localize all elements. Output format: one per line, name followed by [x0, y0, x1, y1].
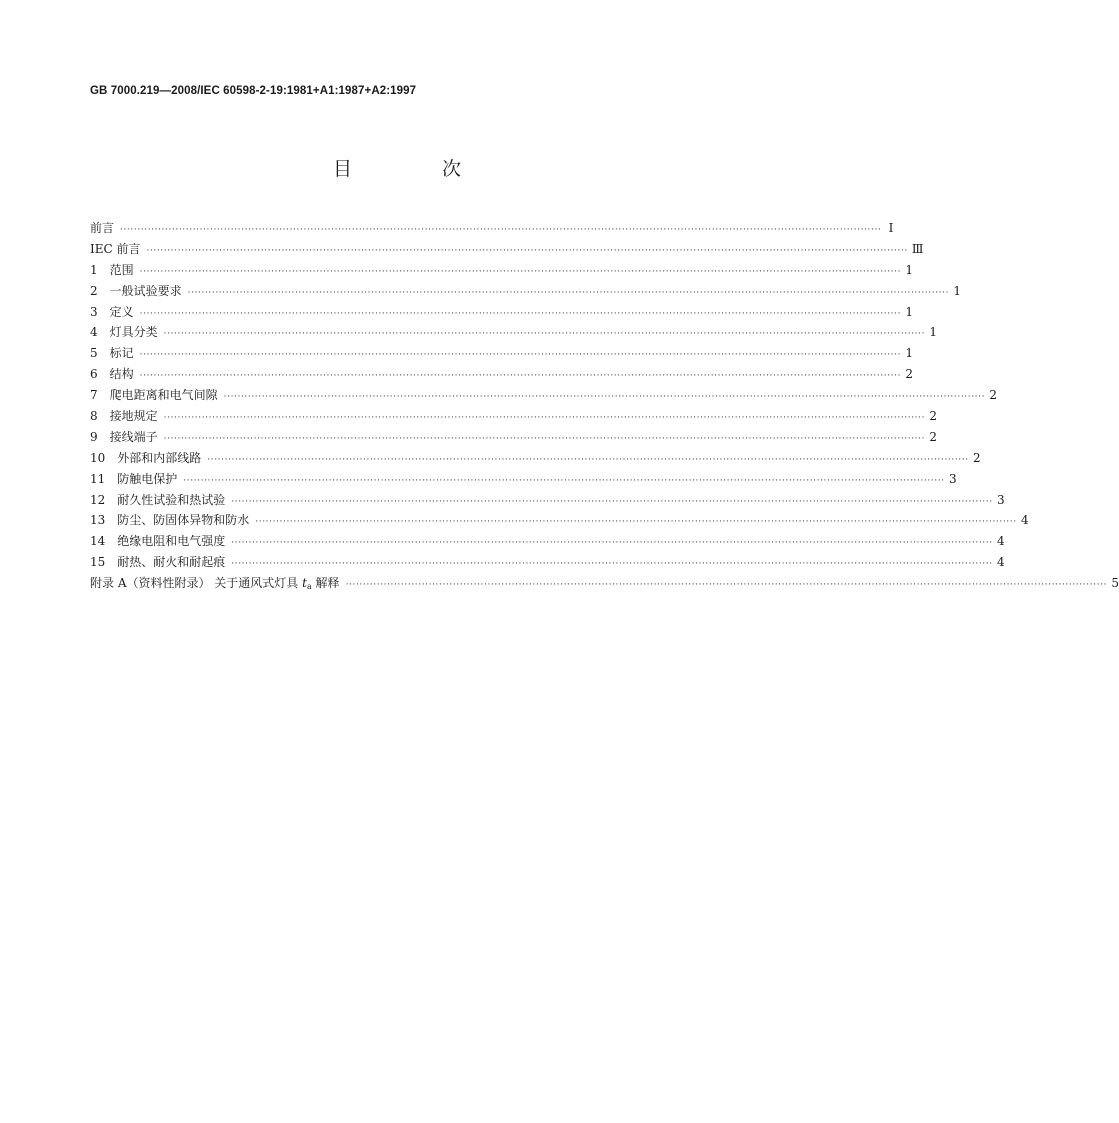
toc-entry-page: 1 [905, 304, 914, 319]
toc-entry-page: 5 [1111, 576, 1119, 591]
toc-entry-text: 爬电距离和电气间隙 [109, 388, 218, 403]
toc-entry-number: 12 [90, 492, 106, 507]
toc-entry-label [90, 385, 218, 406]
toc-leader-dots: ···························································································································································································································· [345, 580, 1107, 591]
toc-entry-label [90, 343, 134, 364]
toc-entry-text: 灯具分类 [109, 325, 158, 340]
toc-entry-text: IEC 前言 [90, 241, 141, 256]
toc-entry[interactable] [90, 448, 981, 469]
toc-entry-number: 9 [90, 429, 98, 444]
toc-entry-text: 防尘、防固体异物和防水 [117, 513, 250, 528]
toc-entry[interactable] [90, 302, 914, 323]
toc-entry-label [90, 510, 249, 531]
toc-entry-text: 结构 [109, 367, 134, 382]
toc-entry-subscript: a [306, 582, 312, 592]
toc-entry-page: Ⅰ [888, 221, 894, 235]
page-title: 目 次 [332, 158, 504, 180]
toc-entry[interactable] [90, 469, 957, 490]
toc-leader-dots: ···························································································································································································································· [231, 496, 993, 507]
toc-entry-text: 定义 [109, 304, 134, 319]
toc-entry-text: 外部和内部线路 [117, 450, 202, 465]
toc-entry[interactable] [90, 490, 1005, 511]
toc-leader-dots: ···························································································································································································································· [163, 329, 926, 340]
toc-entry-label [90, 260, 134, 281]
toc-entry-number: 7 [90, 388, 98, 403]
toc-leader-dots: ···························································································································································································································· [139, 371, 902, 382]
toc-entry-number: 4 [90, 325, 98, 340]
toc-leader-dots: ···························································································································································································································· [139, 308, 902, 319]
toc-entry-page: 3 [949, 471, 957, 486]
toc-entry-page: 4 [997, 555, 1005, 570]
toc-leader-dots: ···························································································································································································································· [139, 350, 902, 361]
toc-entry-text: 一般试验要求 [109, 283, 182, 298]
toc-entry-label [90, 573, 340, 598]
toc-entry-label [90, 490, 225, 511]
toc-entry-label [90, 427, 158, 448]
toc-entry-text: 范围 [109, 262, 134, 277]
toc-entry-number: 8 [90, 409, 98, 424]
toc-leader-dots: ···························································································································································································································· [187, 287, 950, 298]
toc-entry-number: 11 [90, 471, 106, 486]
toc-entry-label [90, 322, 158, 343]
toc-entry-variable: t [302, 576, 307, 591]
toc-entry[interactable] [90, 510, 1029, 531]
toc-entry-text: 前言 [90, 221, 115, 235]
toc-entry-number: 1 [90, 262, 98, 277]
toc-entry-label [90, 531, 225, 552]
toc-entry[interactable] [90, 364, 914, 385]
toc-entry[interactable] [90, 281, 962, 302]
toc-entry-label [90, 281, 182, 302]
toc-entry-page: 2 [929, 429, 938, 444]
toc-entry[interactable] [90, 322, 938, 343]
toc-entry-label [90, 448, 201, 469]
toc-entry-label [90, 302, 134, 323]
toc-entry-number: 10 [90, 450, 106, 465]
toc-entry-page: 3 [997, 492, 1005, 507]
toc-entry-page: 4 [1021, 513, 1029, 528]
toc-entry[interactable] [90, 260, 914, 281]
toc-entry-number: 14 [90, 534, 106, 549]
toc-leader-dots: ···························································································································································································································· [163, 433, 926, 444]
toc-entry-text: 耐热、耐火和耐起痕 [117, 555, 226, 570]
toc-leader-dots: ···························································································································································································································· [255, 517, 1017, 528]
toc-entry-page: 4 [997, 534, 1005, 549]
toc-entry-text: 接线端子 [109, 429, 158, 444]
toc-entry[interactable] [90, 427, 938, 448]
toc-entry-text: 绝缘电阻和电气强度 [117, 534, 226, 549]
toc-entry-number: 3 [90, 304, 98, 319]
toc-entry-label [90, 218, 114, 239]
toc-entry[interactable] [90, 385, 998, 406]
toc-entry[interactable] [90, 218, 894, 239]
toc-entry-number: 2 [90, 283, 98, 298]
toc-leader-dots: ···························································································································································································································· [231, 559, 993, 570]
toc-leader-dots: ···························································································································································································································· [223, 392, 986, 403]
toc-entry-number: 15 [90, 555, 106, 570]
toc-entry-label [90, 406, 158, 427]
toc-leader-dots: ···························································································································································································································· [120, 225, 882, 235]
toc-leader-dots: ···························································································································································································································· [207, 454, 969, 465]
toc-leader-dots: ···························································································································································································································· [146, 245, 908, 256]
toc-entry-label [90, 364, 134, 385]
toc-entry[interactable] [90, 343, 914, 364]
table-of-contents [90, 218, 1119, 594]
toc-entry-text: 接地规定 [109, 409, 158, 424]
toc-entry-page: 1 [929, 325, 938, 340]
toc-entry[interactable] [90, 531, 1005, 552]
toc-leader-dots: ···························································································································································································································· [231, 538, 993, 549]
toc-entry-page: 1 [905, 346, 914, 361]
toc-entry-number: 5 [90, 346, 98, 361]
toc-entry-page: 2 [989, 388, 998, 403]
toc-entry[interactable] [90, 552, 1005, 573]
toc-entry-label [90, 239, 141, 260]
toc-entry-text-tail: 解释 [311, 576, 340, 591]
toc-entry-number: 6 [90, 367, 98, 382]
toc-entry[interactable] [90, 406, 938, 427]
standard-code-header: GB 7000.219—2008/IEC 60598-2-19:1981+A1:1987+A2:1997 [90, 85, 417, 97]
toc-leader-dots: ···························································································································································································································· [139, 266, 902, 277]
toc-entry-page: 1 [905, 262, 914, 277]
toc-entry-text: 标记 [109, 346, 134, 361]
toc-entry[interactable] [90, 239, 924, 260]
toc-entry-page: 2 [929, 409, 938, 424]
toc-leader-dots: ···························································································································································································································· [183, 475, 945, 486]
toc-entry-text: 附录 A（资料性附录） 关于通风式灯具 [90, 576, 303, 591]
toc-entry-label [90, 552, 225, 573]
toc-entry[interactable] [90, 573, 1119, 594]
toc-entry-page: Ⅲ [911, 241, 924, 256]
toc-entry-label [90, 469, 177, 490]
toc-entry-text: 耐久性试验和热试验 [117, 492, 226, 507]
toc-entry-page: 1 [953, 283, 962, 298]
toc-entry-page: 2 [905, 367, 914, 382]
toc-leader-dots: ···························································································································································································································· [163, 413, 926, 424]
toc-entry-page: 2 [973, 450, 981, 465]
toc-entry-number: 13 [90, 513, 106, 528]
toc-entry-text: 防触电保护 [117, 471, 178, 486]
